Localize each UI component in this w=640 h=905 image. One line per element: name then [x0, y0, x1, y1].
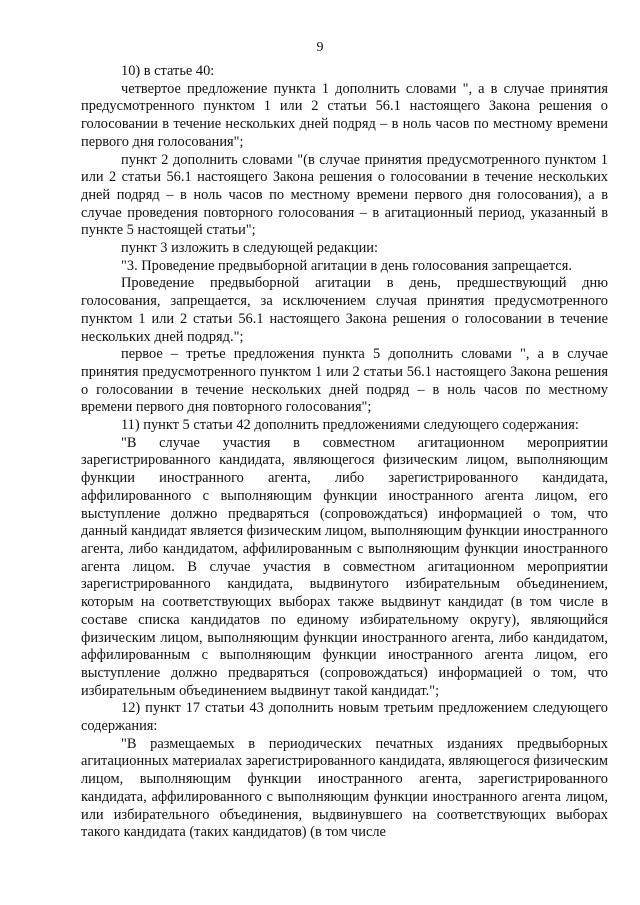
- paragraph-point-5-addition: первое – третье предложения пункта 5 дополнить словами ", а в случае принятия предусмотренного пунктом 1 или 2 статьи 56.1 настоящего Закона решения о голосовании в течение нескольких дней подряд – в ноль часов по местному времени первого дня повторного голосования";: [81, 346, 608, 416]
- paragraph-point-3-continuation: Проведение предвыборной агитации в день, предшествующий дню голосования, запрещается, за исключением случая принятия предусмотренного пунктом 1 или 2 статьи 56.1 настоящего Закона решения о голосовании в течение нескольких дней подряд.";: [81, 275, 608, 345]
- paragraph-item-12-text: "В размещаемых в периодических печатных изданиях предвыборных агитационных материалах зарегистрированного кандидата, являющегося физическим лицом, выполняющим функции иностранного агента, зарегистрированного кандидата, аффилированного с выполняющим функции иностранного агента лицом, или избирательного объединения, выдвинувшего на соответствующих выборах такого кандидата (таких кандидатов) (в том числе: [81, 735, 608, 841]
- paragraph-item-10-heading: 10) в статье 40:: [121, 63, 215, 79]
- paragraph-item-11-heading: 11) пункт 5 статьи 42 дополнить предложениями следующего содержания:: [121, 417, 579, 434]
- paragraph-fourth-sentence-point-1: четвертое предложение пункта 1 дополнить словами ", а в случае принятия предусмотренного пунктом 1 или 2 статьи 56.1 настоящего Закона решения о голосовании в течение нескольких дней подряд – в ноль часов по местному времени первого дня голосования";: [81, 80, 608, 150]
- paragraph-point-3-text: "3. Проведение предвыборной агитации в день голосования запрещается.: [121, 257, 572, 274]
- paragraph-item-11-text: "В случае участия в совместном агитационном мероприятии зарегистрированного кандидата, являющегося физическим лицом, выполняющим функции иностранного агента, либо зарегистрированного кандидата, аффилированного с выполняющим функции иностранного агента лицом, его выступление должно предваряться (сопровождаться) информацией о том, что данный кандидат является физическим лицом, выполняющим функции иностранного агента, либо кандидатом, аффилированным с выполняющим функции иностранного агента лицом. В случае участия в совместном агитационном мероприятии зарегистрированного кандидата, выдвинутого избирательным объединением, которым на соответствующих выборах также выдвинут кандидат (в том числе в составе списка кандидатов по единому избирательному округу), являющийся физическим лицом, выполняющим функции иностранного агента, либо кандидатом, аффилированным с выполняющим функции иностранного агента лицом, его выступление должно предваряться (сопровождаться) информацией о том, что избирательным объединением выдвинут такой кандидат.";: [81, 434, 608, 699]
- document-body: [81, 63, 608, 842]
- paragraph-point-3-intro: пункт 3 изложить в следующей редакции:: [121, 240, 378, 257]
- page-number: 9: [316, 40, 324, 55]
- paragraph-item-12-heading: 12) пункт 17 статьи 43 дополнить новым третьим предложением следующего содержания:: [81, 700, 608, 735]
- paragraph-point-2-addition: пункт 2 дополнить словами "(в случае принятия предусмотренного пунктом 1 или 2 статьи 56.1 настоящего Закона решения о голосовании в течение нескольких дней подряд – в ноль часов по местному времени первого дня голосования), а в случае проведения повторного голосования – в агитационный период, указанный в пункте 5 настоящей статьи";: [81, 151, 608, 239]
